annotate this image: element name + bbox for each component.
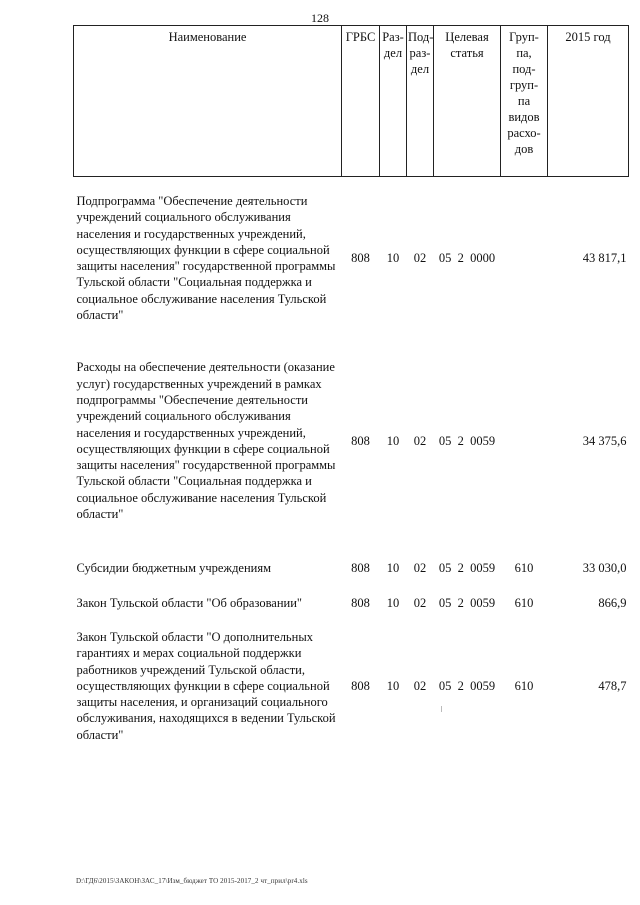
budget-table	[73, 25, 629, 743]
header-grbs: ГРБС	[342, 26, 380, 177]
row-razdel: 10	[386, 433, 400, 448]
row-amount: 34 375,6	[582, 433, 627, 448]
row-target: 05 2 0059	[438, 561, 496, 576]
header-target: Целевая статья	[434, 26, 501, 177]
row-grbs: 808	[351, 595, 370, 610]
row-name: Подпрограмма "Обеспечение деятельности учреждений социального обслуживания населения и государственных учреждений, осуществляющих функции в сфере социальной защиты населения" государственной программы Тульской области "Социальная поддержка и социальное обслуживание населения Тульской области"	[76, 194, 336, 323]
row-amount: 43 817,1	[582, 251, 627, 266]
row-group: 610	[514, 678, 534, 693]
row-razdel: 10	[386, 678, 400, 693]
row-grbs: 808	[351, 678, 370, 693]
table-row	[74, 193, 629, 323]
table-row	[74, 595, 629, 611]
row-target: 05 2 0059	[438, 433, 496, 448]
row-amount: 33 030,0	[582, 561, 627, 576]
row-podrazdel: 02	[413, 433, 427, 448]
row-target: 05 2 0059	[438, 595, 496, 610]
file-path-footer: D:\ГД6\2015\ЗАКОН\ЗАС_17\Изм_бюджет ТО 2015-2017_2 чт_прил\pr4.xls	[76, 877, 308, 885]
row-grbs: 808	[351, 561, 370, 576]
header-razdel: Раз- дел	[380, 26, 407, 177]
table-row	[74, 359, 629, 522]
table-row	[74, 560, 629, 576]
row-amount: 478,7	[598, 678, 627, 693]
row-name: Расходы на обеспечение деятельности (оказание услуг) государственных учреждений в рамках подпрограммы "Обеспечение деятельности учреждений социального обслуживания населения и государственных учреждений, осуществляющих функции в сфере социальной защиты населения" государственной программы Тульской области "Социальная поддержка и социальное обслуживание населения Тульской области"	[76, 360, 336, 522]
row-razdel: 10	[386, 561, 400, 576]
row-grbs: 808	[351, 433, 370, 448]
page-number: 128	[311, 11, 329, 25]
row-razdel: 10	[386, 251, 400, 266]
row-name: Закон Тульской области "Об образовании"	[76, 595, 303, 610]
row-name: Субсидии бюджетным учреждениям	[76, 561, 272, 576]
header-name: Наименование	[74, 26, 342, 177]
row-name: Закон Тульской области "О дополнительных гарантиях и мерах социальной поддержки работников учреждений Тульской области, осуществляющих функции в сфере социальной защиты населения, и организаций социального обслуживания, находящихся в ведении Тульской области"	[76, 629, 336, 742]
row-podrazdel: 02	[413, 595, 427, 610]
table-row	[74, 629, 629, 743]
row-podrazdel: 02	[413, 678, 427, 693]
header-row	[74, 26, 629, 177]
row-group	[501, 193, 548, 323]
scan-mark	[441, 706, 442, 712]
row-grbs: 808	[351, 251, 370, 266]
row-target: 05 2 0059	[438, 678, 496, 693]
row-group: 610	[514, 595, 534, 610]
row-group: 610	[514, 561, 534, 576]
row-razdel: 10	[386, 595, 400, 610]
row-amount: 866,9	[598, 595, 627, 610]
header-podrazdel: Под- раз- дел	[407, 26, 434, 177]
row-podrazdel: 02	[413, 251, 427, 266]
row-target: 05 2 0000	[438, 251, 496, 266]
header-group: Груп- па, под- груп- па видов расхо- дов	[501, 26, 548, 177]
header-year: 2015 год	[548, 26, 629, 177]
row-group	[501, 359, 548, 522]
row-podrazdel: 02	[413, 561, 427, 576]
